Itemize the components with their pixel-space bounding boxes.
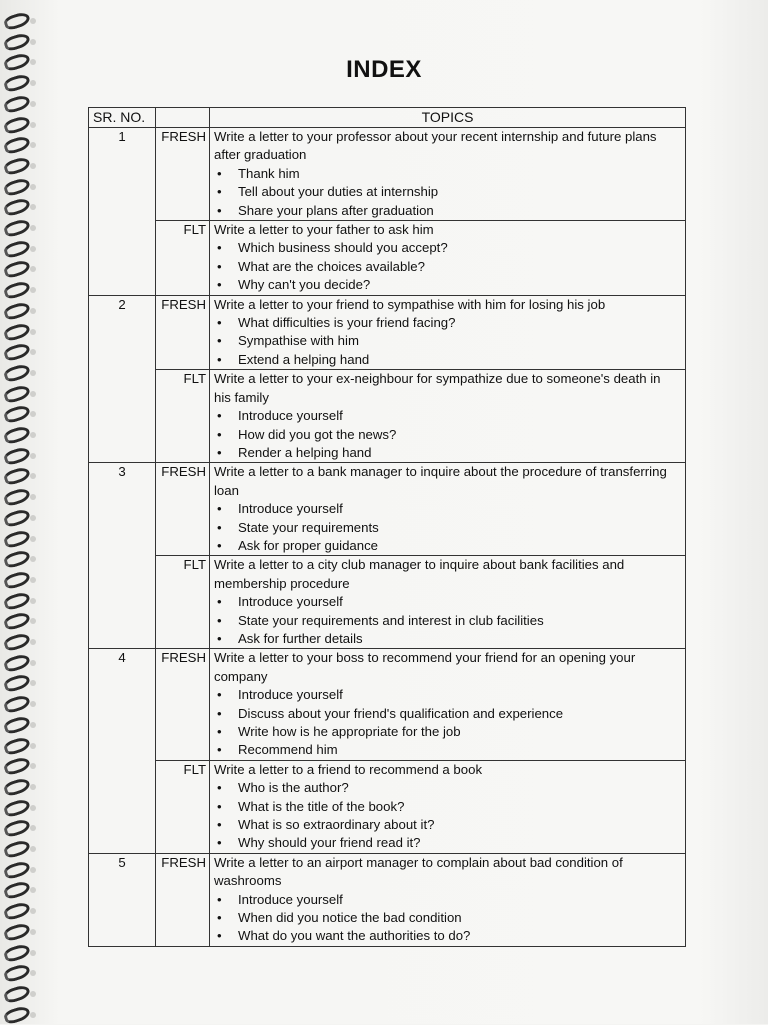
- type-cell: FRESH: [156, 853, 210, 946]
- spiral-ring: [2, 176, 31, 197]
- topic-text: Write a letter to a city club manager to inquire about bank facilities and membership procedure: [214, 557, 625, 591]
- punch-hole: [30, 536, 36, 542]
- topic-points-list: [214, 686, 681, 760]
- spiral-ring: [2, 818, 31, 839]
- type-cell: FRESH: [156, 295, 210, 370]
- punch-hole: [30, 18, 36, 24]
- topic-points-list: [214, 593, 681, 648]
- spiral-binding: [0, 0, 40, 1024]
- spiral-ring: [2, 756, 31, 777]
- spiral-ring: [2, 259, 31, 280]
- topic-points-list: [214, 891, 681, 946]
- punch-hole: [30, 494, 36, 500]
- punch-hole: [30, 329, 36, 335]
- spiral-ring: [2, 673, 31, 694]
- topic-points-list: [214, 407, 681, 462]
- spiral-ring: [2, 983, 31, 1004]
- punch-hole: [30, 660, 36, 666]
- punch-hole: [30, 825, 36, 831]
- topic-point: • Ask for further details: [214, 630, 681, 648]
- sr-no-cell: 1: [89, 128, 156, 296]
- topic-point: • State your requirements: [214, 519, 681, 537]
- spiral-ring: [2, 714, 31, 735]
- topic-point: • State your requirements and interest in club facilities: [214, 612, 681, 630]
- spiral-ring: [2, 611, 31, 632]
- table-body: [89, 128, 686, 947]
- topic-point: • How did you got the news?: [214, 426, 681, 444]
- punch-hole: [30, 287, 36, 293]
- topic-point: • Write how is he appropriate for the job: [214, 723, 681, 741]
- punch-hole: [30, 887, 36, 893]
- punch-hole: [30, 453, 36, 459]
- spiral-ring: [2, 569, 31, 590]
- topic-point: • What difficulties is your friend facing?: [214, 314, 681, 332]
- punch-hole: [30, 411, 36, 417]
- topic-point: • Introduce yourself: [214, 593, 681, 611]
- topic-point: • Why can't you decide?: [214, 276, 681, 294]
- topic-text: Write a letter to your ex-neighbour for sympathize due to someone's death in his family: [214, 371, 661, 405]
- spiral-ring: [2, 838, 31, 859]
- punch-hole: [30, 639, 36, 645]
- punch-hole: [30, 122, 36, 128]
- table-row: [89, 370, 686, 463]
- punch-hole: [30, 370, 36, 376]
- punch-hole: [30, 556, 36, 562]
- topic-point: • Ask for proper guidance: [214, 537, 681, 555]
- spiral-ring: [2, 10, 31, 31]
- topic-cell: [210, 760, 686, 853]
- topic-text: Write a letter to your father to ask him: [214, 222, 434, 238]
- punch-hole: [30, 846, 36, 852]
- table-row: [89, 649, 686, 760]
- spiral-ring: [2, 31, 31, 52]
- table-row: [89, 128, 686, 221]
- punch-hole: [30, 577, 36, 583]
- spiral-ring: [2, 859, 31, 880]
- table-row: [89, 853, 686, 946]
- spiral-ring: [2, 362, 31, 383]
- table-header-row: [89, 108, 686, 128]
- topic-point: • Recommend him: [214, 741, 681, 759]
- punch-hole: [30, 1012, 36, 1018]
- topic-text: Write a letter to your professor about your recent internship and future plans after graduation: [214, 129, 657, 163]
- spiral-ring: [2, 197, 31, 218]
- topic-point: • What do you want the authorities to do?: [214, 927, 681, 945]
- spiral-ring: [2, 466, 31, 487]
- punch-hole: [30, 950, 36, 956]
- punch-hole: [30, 929, 36, 935]
- spiral-ring: [2, 445, 31, 466]
- punch-hole: [30, 225, 36, 231]
- type-cell: FLT: [156, 556, 210, 649]
- topic-point: • Render a helping hand: [214, 444, 681, 462]
- topic-point: • What are the choices available?: [214, 258, 681, 276]
- topic-text: Write a letter to an airport manager to complain about bad condition of washrooms: [214, 854, 623, 889]
- punch-hole: [30, 308, 36, 314]
- spiral-ring: [2, 217, 31, 238]
- spiral-ring: [2, 797, 31, 818]
- spiral-ring: [2, 507, 31, 528]
- spiral-ring: [2, 300, 31, 321]
- topic-point: • Introduce yourself: [214, 407, 681, 425]
- sr-no-cell: 3: [89, 463, 156, 649]
- table-row: [89, 463, 686, 556]
- punch-hole: [30, 743, 36, 749]
- spiral-ring: [2, 942, 31, 963]
- spiral-ring: [2, 279, 31, 300]
- topic-cell: [210, 128, 686, 221]
- type-cell: FLT: [156, 370, 210, 463]
- punch-hole: [30, 680, 36, 686]
- spiral-ring: [2, 631, 31, 652]
- topic-points-list: [214, 239, 681, 294]
- punch-hole: [30, 598, 36, 604]
- topic-text: Write a letter to your boss to recommend your friend for an opening your company: [214, 650, 636, 684]
- sr-no-cell: 5: [89, 853, 156, 946]
- table-row: [89, 556, 686, 649]
- punch-hole: [30, 163, 36, 169]
- punch-hole: [30, 805, 36, 811]
- spiral-ring: [2, 135, 31, 156]
- spiral-ring: [2, 528, 31, 549]
- topic-point: • Discuss about your friend's qualification and experience: [214, 705, 681, 723]
- spiral-ring: [2, 590, 31, 611]
- punch-hole: [30, 618, 36, 624]
- topic-cell: [210, 221, 686, 296]
- punch-hole: [30, 908, 36, 914]
- spiral-ring: [2, 342, 31, 363]
- table-row: [89, 221, 686, 296]
- spiral-ring: [2, 486, 31, 507]
- topic-points-list: [214, 500, 681, 555]
- page-title: INDEX: [346, 56, 422, 83]
- sr-no-cell: 2: [89, 295, 156, 463]
- sr-no-cell: 4: [89, 649, 156, 853]
- type-cell: FRESH: [156, 463, 210, 556]
- spiral-ring: [2, 321, 31, 342]
- punch-hole: [30, 204, 36, 210]
- punch-hole: [30, 266, 36, 272]
- spiral-ring: [2, 238, 31, 259]
- topic-points-list: [214, 165, 681, 220]
- header-sr-no: SR. NO.: [89, 108, 156, 128]
- spiral-ring: [2, 424, 31, 445]
- punch-hole: [30, 722, 36, 728]
- punch-hole: [30, 515, 36, 521]
- punch-hole: [30, 101, 36, 107]
- topic-point: • What is so extraordinary about it?: [214, 816, 681, 834]
- spiral-ring: [2, 404, 31, 425]
- topic-point: • Thank him: [214, 165, 681, 183]
- type-cell: FRESH: [156, 128, 210, 221]
- punch-hole: [30, 970, 36, 976]
- table-row: [89, 295, 686, 370]
- topic-point: • Sympathise with him: [214, 332, 681, 350]
- punch-hole: [30, 473, 36, 479]
- punch-hole: [30, 701, 36, 707]
- spiral-ring: [2, 963, 31, 984]
- type-cell: FLT: [156, 221, 210, 296]
- spiral-ring: [2, 383, 31, 404]
- punch-hole: [30, 391, 36, 397]
- spiral-ring: [2, 735, 31, 756]
- spiral-ring: [2, 155, 31, 176]
- punch-hole: [30, 39, 36, 45]
- topic-text: Write a letter to your friend to sympathise with him for losing his job: [214, 296, 606, 312]
- topic-point: • Why should your friend read it?: [214, 834, 681, 852]
- topic-point: • Who is the author?: [214, 779, 681, 797]
- spiral-ring: [2, 549, 31, 570]
- topic-cell: [210, 649, 686, 760]
- spiral-ring: [2, 880, 31, 901]
- topic-cell: [210, 370, 686, 463]
- topic-text: Write a letter to a bank manager to inquire about the procedure of transferring loan: [214, 464, 667, 498]
- topic-point: • Tell about your duties at internship: [214, 183, 681, 201]
- topic-point: • Introduce yourself: [214, 500, 681, 518]
- header-topics: TOPICS: [210, 108, 686, 128]
- topic-points-list: [214, 314, 681, 369]
- index-table: [88, 107, 686, 947]
- spiral-ring: [2, 93, 31, 114]
- topic-cell: [210, 556, 686, 649]
- topic-point: • When did you notice the bad condition: [214, 909, 681, 927]
- topic-text: Write a letter to a friend to recommend a book: [214, 761, 483, 777]
- topic-point: • Share your plans after graduation: [214, 202, 681, 220]
- punch-hole: [30, 349, 36, 355]
- table-row: [89, 760, 686, 853]
- topic-point: • What is the title of the book?: [214, 798, 681, 816]
- punch-hole: [30, 763, 36, 769]
- topic-point: • Which business should you accept?: [214, 239, 681, 257]
- type-cell: FLT: [156, 760, 210, 853]
- punch-hole: [30, 246, 36, 252]
- header-type: [156, 108, 210, 128]
- spiral-ring: [2, 921, 31, 942]
- topic-point: • Extend a helping hand: [214, 351, 681, 369]
- spiral-ring: [2, 900, 31, 921]
- spiral-ring: [2, 776, 31, 797]
- spiral-ring: [2, 652, 31, 673]
- spiral-ring: [2, 1004, 31, 1025]
- topic-cell: [210, 463, 686, 556]
- topic-point: • Introduce yourself: [214, 891, 681, 909]
- topic-point: • Introduce yourself: [214, 686, 681, 704]
- spiral-ring: [2, 114, 31, 135]
- punch-hole: [30, 991, 36, 997]
- spiral-ring: [2, 693, 31, 714]
- punch-hole: [30, 867, 36, 873]
- topic-cell: [210, 853, 686, 946]
- punch-hole: [30, 184, 36, 190]
- punch-hole: [30, 432, 36, 438]
- topic-points-list: [214, 779, 681, 853]
- type-cell: FRESH: [156, 649, 210, 760]
- topic-cell: [210, 295, 686, 370]
- punch-hole: [30, 142, 36, 148]
- punch-hole: [30, 784, 36, 790]
